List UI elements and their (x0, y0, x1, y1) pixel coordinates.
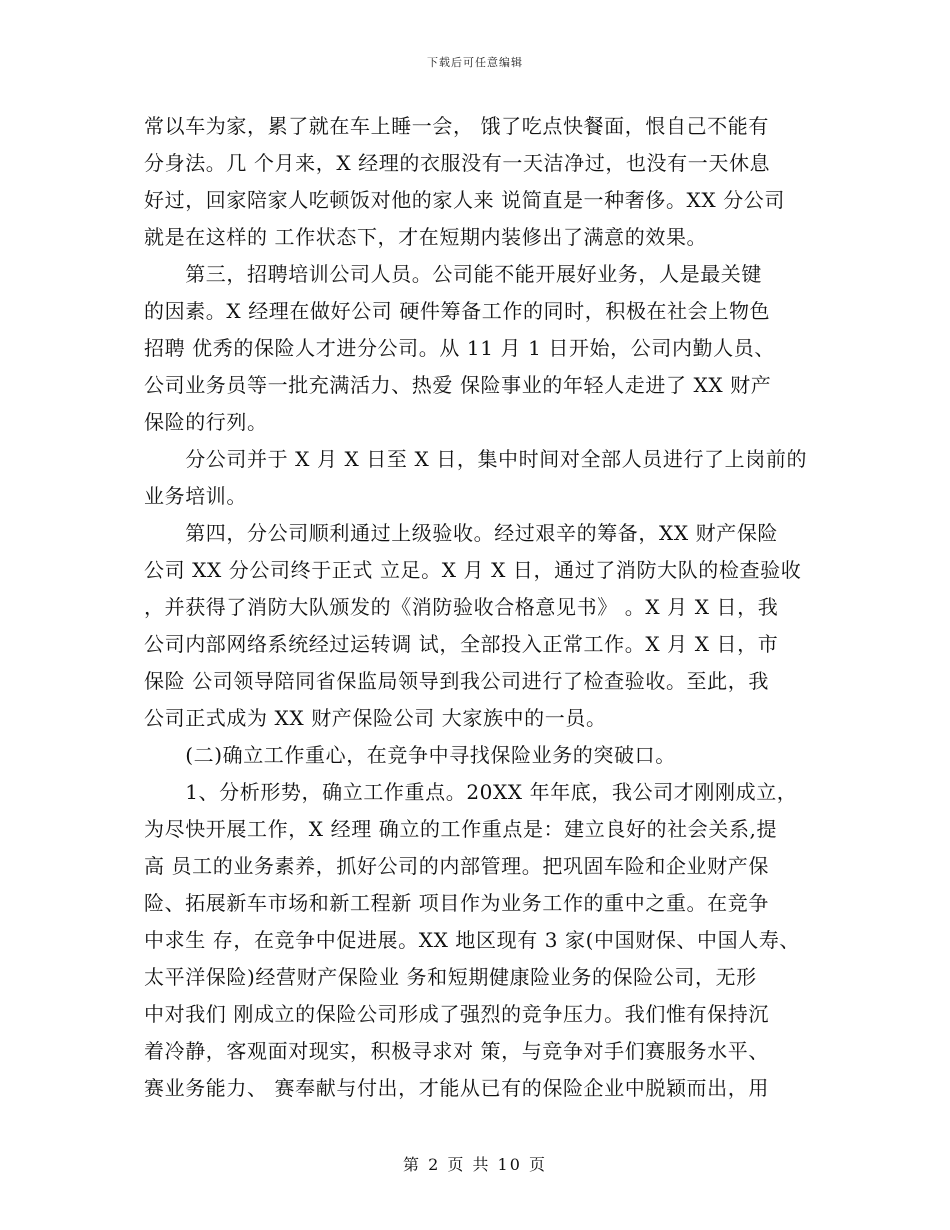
text-line: 业务培训。 (144, 484, 247, 508)
text-line: 中求生 存，在竞争中促进展。XX 地区现有 3 家(中国财保、中国人寿、 (144, 928, 801, 952)
text-line: 好过，回家陪家人吃顿饭对他的家人来 说简直是一种奢侈。XX 分公司 (144, 188, 785, 212)
text-line: 1、分析形势，确立工作重点。20XX 年年底，我公司才刚刚成立， (144, 780, 798, 804)
text-line: 中对我们 刚成立的保险公司形成了强烈的竞争压力。我们惟有保持沉 (144, 1002, 769, 1026)
text-line: 公司业务员等一批充满活力、热爱 保险事业的年轻人走进了 XX 财产 (144, 373, 772, 397)
text-line: 太平洋保险)经营财产保险业 务和短期健康险业务的保险公司，无形 (144, 965, 757, 989)
text-line: 的因素。X 经理在做好公司 硬件筹备工作的同时，积极在社会上物色 (144, 299, 771, 323)
text-line: 分身法。几 个月来，X 经理的衣服没有一天洁净过，也没有一天休息 (144, 151, 771, 175)
text-line: 着冷静，客观面对现实，积极寻求对 策，与竞争对手们赛服务水平、 (144, 1039, 769, 1063)
text-line: 为尽快开展工作，X 经理 确立的工作重点是：建立良好的社会关系,提 (144, 817, 778, 841)
text-line: 招聘 优秀的保险人才进分公司。从 11 月 1 日开始，公司内勤人员、 (144, 336, 775, 360)
text-line: 第三，招聘培训公司人员。公司能不能开展好业务，人是最关键 (144, 262, 762, 286)
text-line: 公司正式成为 XX 财产保险公司 大家族中的一员。 (144, 706, 607, 730)
body-text (144, 108, 814, 1107)
text-line: 保险的行列。 (144, 410, 268, 434)
text-line: 公司内部网络系统经过运转调 试，全部投入正常工作。X 月 X 日，市 (144, 632, 779, 656)
text-line: ，并获得了消防大队颁发的《消防验收合格意见书》 。X 月 X 日，我 (144, 595, 779, 619)
text-line: 公司 XX 分公司终于正式 立足。X 月 X 日，通过了消防大队的检查验收 (144, 558, 802, 582)
text-line: 第四，分公司顺利通过上级验收。经过艰辛的筹备，XX 财产保险 (144, 521, 779, 545)
page-header: 下载后可任意编辑 (427, 56, 523, 69)
text-line: 就是在这样的 工作状态下，才在短期内装修出了满意的效果。 (144, 225, 708, 249)
text-line: 高 员工的业务素养，抓好公司的内部管理。把巩固车险和企业财产保 (144, 854, 769, 878)
text-line: 赛业务能力、 赛奉献与付出，才能从已有的保险企业中脱颖而出，用 (144, 1076, 769, 1100)
page-number-footer: 第 2 页 共 10 页 (403, 1155, 547, 1174)
text-line: (二)确立工作重心，在竞争中寻找保险业务的突破口。 (144, 743, 676, 767)
text-line: 分公司并于 X 月 X 日至 X 日，集中时间对全部人员进行了上岗前的 (144, 447, 808, 471)
text-line: 险、拓展新车市场和新工程新 项目作为业务工作的重中之重。在竞争 (144, 891, 769, 915)
text-line: 常以车为家，累了就在车上睡一会， 饿了吃点快餐面，恨自己不能有 (144, 114, 769, 138)
text-line: 保险 公司领导陪同省保监局领导到我公司进行了检查验收。至此，我 (144, 669, 769, 693)
